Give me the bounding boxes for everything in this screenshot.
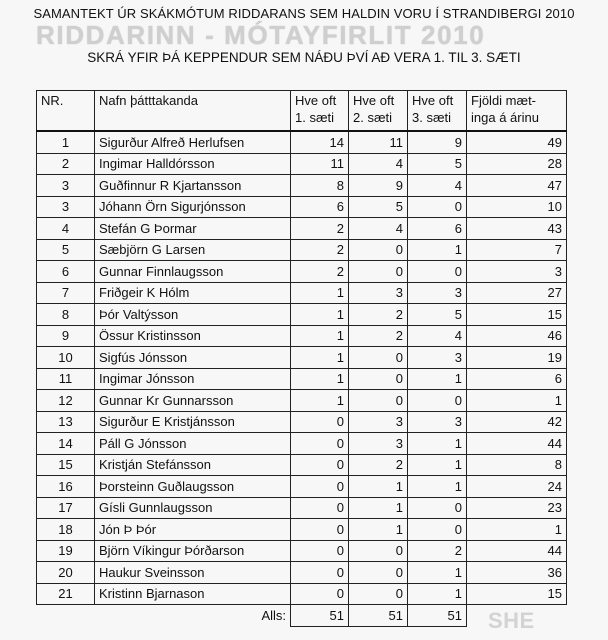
third-place-count: 1 <box>408 454 467 476</box>
totals-blank-cell <box>37 605 95 627</box>
second-place-count: 0 <box>349 368 408 390</box>
row-number: 9 <box>37 325 95 347</box>
attendance-count: 23 <box>467 497 567 519</box>
second-place-count: 4 <box>349 153 408 175</box>
attendance-count: 8 <box>467 454 567 476</box>
participant-name: Jóhann Örn Sigurjónsson <box>95 196 291 218</box>
table-row <box>37 562 567 584</box>
first-place-count: 0 <box>291 497 349 519</box>
second-place-count: 0 <box>349 540 408 562</box>
first-place-count: 0 <box>291 454 349 476</box>
second-place-count: 1 <box>349 519 408 541</box>
second-place-count: 0 <box>349 390 408 412</box>
attendance-count: 49 <box>467 131 567 153</box>
second-place-count: 2 <box>349 325 408 347</box>
third-place-count: 1 <box>408 476 467 498</box>
third-place-count: 1 <box>408 368 467 390</box>
row-number: 13 <box>37 411 95 433</box>
column-header-second-place: Hve oft 2. sæti <box>349 91 408 132</box>
second-place-count: 3 <box>349 282 408 304</box>
table-row <box>37 282 567 304</box>
row-number: 15 <box>37 454 95 476</box>
third-place-count: 4 <box>408 325 467 347</box>
third-place-count: 6 <box>408 218 467 240</box>
table-row <box>37 540 567 562</box>
second-place-count: 9 <box>349 175 408 197</box>
attendance-count: 47 <box>467 175 567 197</box>
attendance-count: 1 <box>467 390 567 412</box>
table-row <box>37 304 567 326</box>
row-number: 14 <box>37 433 95 455</box>
column-header-third-place: Hve oft 3. sæti <box>408 91 467 132</box>
column-header-first-place: Hve oft 1. sæti <box>291 91 349 132</box>
participant-name: Ingimar Halldórsson <box>95 153 291 175</box>
column-header-name: Nafn þátttakanda <box>95 91 291 132</box>
table-row <box>37 175 567 197</box>
third-place-count: 2 <box>408 540 467 562</box>
second-place-count: 0 <box>349 261 408 283</box>
participant-name: Össur Kristinsson <box>95 325 291 347</box>
attendance-count: 15 <box>467 583 567 605</box>
table-row <box>37 261 567 283</box>
participant-name: Jón Þ Þór <box>95 519 291 541</box>
second-place-count: 1 <box>349 497 408 519</box>
second-place-count: 2 <box>349 304 408 326</box>
first-place-count: 1 <box>291 390 349 412</box>
participant-name: Kristinn Bjarnason <box>95 583 291 605</box>
attendance-count: 19 <box>467 347 567 369</box>
table-row <box>37 583 567 605</box>
first-place-count: 11 <box>291 153 349 175</box>
second-place-count: 1 <box>349 476 408 498</box>
second-place-count: 2 <box>349 454 408 476</box>
table-row <box>37 411 567 433</box>
second-place-count: 11 <box>349 131 408 153</box>
second-place-count: 3 <box>349 433 408 455</box>
first-place-count: 1 <box>291 368 349 390</box>
results-table <box>36 90 567 627</box>
first-place-count: 1 <box>291 325 349 347</box>
third-place-count: 1 <box>408 562 467 584</box>
column-header-nr: NR. <box>37 91 95 132</box>
table-row <box>37 497 567 519</box>
table-row <box>37 454 567 476</box>
third-place-count: 3 <box>408 411 467 433</box>
attendance-count: 6 <box>467 368 567 390</box>
table-row <box>37 239 567 261</box>
second-place-count: 0 <box>349 347 408 369</box>
second-place-count: 3 <box>349 411 408 433</box>
table-row <box>37 131 567 153</box>
attendance-count: 3 <box>467 261 567 283</box>
document-heading: SAMANTEKT ÚR SKÁKMÓTUM RIDDARANS SEM HALDIN VORU Í STRANDIBERGI 2010 <box>33 6 575 21</box>
row-number: 3 <box>37 196 95 218</box>
row-number: 18 <box>37 519 95 541</box>
second-place-count: 0 <box>349 239 408 261</box>
totals-row <box>37 605 567 627</box>
total-third-place: 51 <box>408 605 467 627</box>
participant-name: Björn Víkingur Þórðarson <box>95 540 291 562</box>
results-table-body <box>37 131 567 605</box>
first-place-count: 0 <box>291 433 349 455</box>
table-row <box>37 519 567 541</box>
participant-name: Sigurður E Kristjánsson <box>95 411 291 433</box>
third-place-count: 1 <box>408 583 467 605</box>
table-row <box>37 218 567 240</box>
row-number: 6 <box>37 261 95 283</box>
third-place-count: 1 <box>408 433 467 455</box>
attendance-count: 7 <box>467 239 567 261</box>
third-place-count: 0 <box>408 497 467 519</box>
results-table-header <box>37 91 567 132</box>
attendance-count: 10 <box>467 196 567 218</box>
first-place-count: 0 <box>291 411 349 433</box>
first-place-count: 2 <box>291 261 349 283</box>
participant-name: Haukur Sveinsson <box>95 562 291 584</box>
row-number: 19 <box>37 540 95 562</box>
table-row <box>37 476 567 498</box>
document-subheading: SKRÁ YFIR ÞÁ KEPPENDUR SEM NÁÐU ÞVÍ AÐ VERA 1. TIL 3. SÆTI <box>87 50 521 65</box>
third-place-count: 0 <box>408 519 467 541</box>
table-row <box>37 390 567 412</box>
first-place-count: 1 <box>291 347 349 369</box>
table-row <box>37 325 567 347</box>
row-number: 21 <box>37 583 95 605</box>
participant-name: Stefán G Þormar <box>95 218 291 240</box>
attendance-count: 24 <box>467 476 567 498</box>
row-number: 4 <box>37 218 95 240</box>
first-place-count: 0 <box>291 476 349 498</box>
participant-name: Sigurður Alfreð Herlufsen <box>95 131 291 153</box>
table-row <box>37 433 567 455</box>
first-place-count: 0 <box>291 540 349 562</box>
total-first-place: 51 <box>291 605 349 627</box>
row-number: 2 <box>37 153 95 175</box>
participant-name: Þorsteinn Guðlaugsson <box>95 476 291 498</box>
attendance-count: 44 <box>467 433 567 455</box>
row-number: 17 <box>37 497 95 519</box>
table-row <box>37 368 567 390</box>
table-row <box>37 153 567 175</box>
participant-name: Sæbjörn G Larsen <box>95 239 291 261</box>
participant-name: Guðfinnur R Kjartansson <box>95 175 291 197</box>
first-place-count: 14 <box>291 131 349 153</box>
row-number: 16 <box>37 476 95 498</box>
attendance-count: 27 <box>467 282 567 304</box>
attendance-count: 28 <box>467 153 567 175</box>
third-place-count: 4 <box>408 175 467 197</box>
second-place-count: 0 <box>349 562 408 584</box>
attendance-count: 1 <box>467 519 567 541</box>
row-number: 20 <box>37 562 95 584</box>
attendance-count: 15 <box>467 304 567 326</box>
third-place-count: 0 <box>408 261 467 283</box>
first-place-count: 1 <box>291 304 349 326</box>
first-place-count: 2 <box>291 218 349 240</box>
first-place-count: 8 <box>291 175 349 197</box>
participant-name: Kristján Stefánsson <box>95 454 291 476</box>
first-place-count: 0 <box>291 562 349 584</box>
first-place-count: 2 <box>291 239 349 261</box>
second-place-count: 4 <box>349 218 408 240</box>
attendance-count: 44 <box>467 540 567 562</box>
row-number: 3 <box>37 175 95 197</box>
participant-name: Gunnar Finnlaugsson <box>95 261 291 283</box>
third-place-count: 5 <box>408 304 467 326</box>
row-number: 10 <box>37 347 95 369</box>
third-place-count: 3 <box>408 282 467 304</box>
attendance-count: 42 <box>467 411 567 433</box>
row-number: 12 <box>37 390 95 412</box>
third-place-count: 1 <box>408 239 467 261</box>
table-row <box>37 196 567 218</box>
participant-name: Friðgeir K Hólm <box>95 282 291 304</box>
totals-label: Alls: <box>95 605 291 627</box>
attendance-count: 43 <box>467 218 567 240</box>
table-row <box>37 347 567 369</box>
participant-name: Ingimar Jónsson <box>95 368 291 390</box>
first-place-count: 1 <box>291 282 349 304</box>
row-number: 8 <box>37 304 95 326</box>
participant-name: Páll G Jónsson <box>95 433 291 455</box>
participant-name: Gísli Gunnlaugsson <box>95 497 291 519</box>
first-place-count: 0 <box>291 519 349 541</box>
total-second-place: 51 <box>349 605 408 627</box>
attendance-count: 46 <box>467 325 567 347</box>
second-place-count: 0 <box>349 583 408 605</box>
document-title: RIDDARINN - MÓTAYFIRLIT 2010 <box>36 20 486 50</box>
attendance-count: 36 <box>467 562 567 584</box>
row-number: 1 <box>37 131 95 153</box>
third-place-count: 0 <box>408 196 467 218</box>
column-header-attendance: Fjöldi mæt- inga á árinu <box>467 91 567 132</box>
first-place-count: 6 <box>291 196 349 218</box>
third-place-count: 3 <box>408 347 467 369</box>
second-place-count: 5 <box>349 196 408 218</box>
third-place-count: 0 <box>408 390 467 412</box>
participant-name: Þór Valtýsson <box>95 304 291 326</box>
signature-initials: SHE <box>488 608 535 633</box>
results-table-footer <box>37 605 567 627</box>
third-place-count: 9 <box>408 131 467 153</box>
row-number: 5 <box>37 239 95 261</box>
row-number: 11 <box>37 368 95 390</box>
first-place-count: 0 <box>291 583 349 605</box>
participant-name: Sigfús Jónsson <box>95 347 291 369</box>
row-number: 7 <box>37 282 95 304</box>
participant-name: Gunnar Kr Gunnarsson <box>95 390 291 412</box>
third-place-count: 5 <box>408 153 467 175</box>
